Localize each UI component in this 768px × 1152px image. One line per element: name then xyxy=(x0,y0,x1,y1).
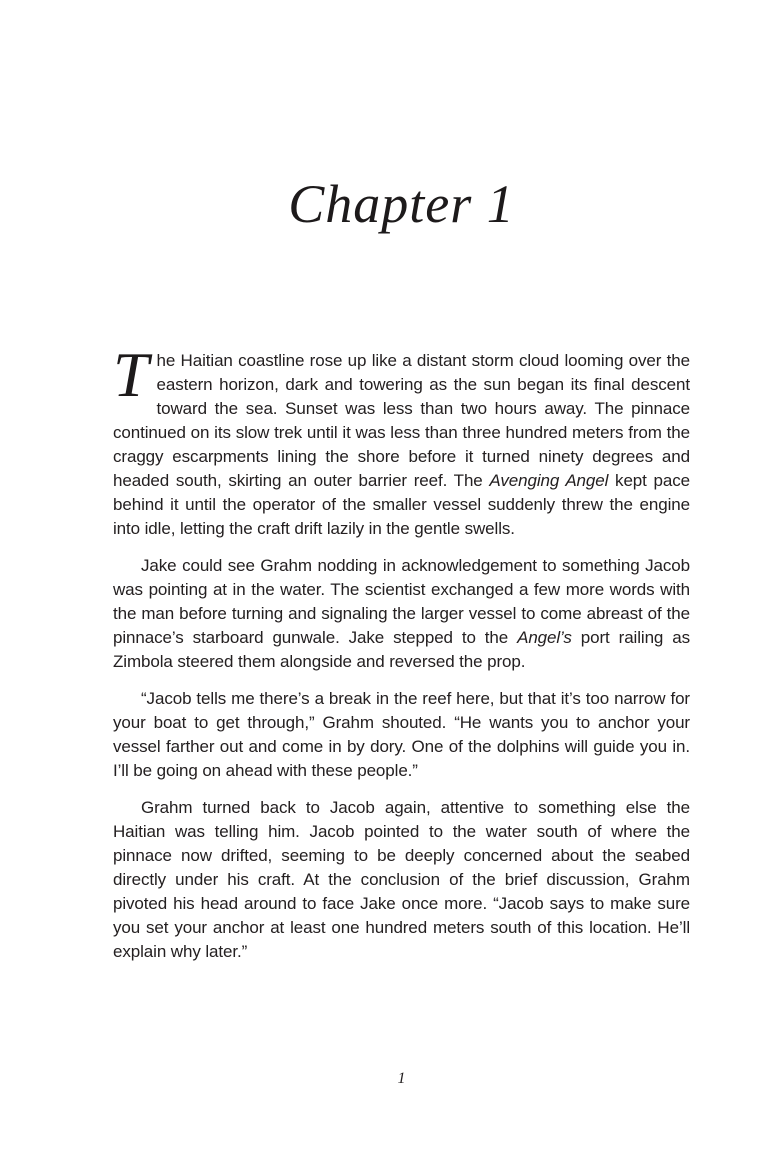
text-segment: Jake could see Grahm nodding in acknowledgement to something Jacob was pointing at in the water. The scientist exchanged a few more words with the man before turning and signaling the larger vessel to come abreast of the pinnace’s starboard gunwale. Jake stepped to the xyxy=(113,556,690,647)
body-text xyxy=(113,339,690,977)
text-segment: kept pace behind it until the operator of the smaller vessel suddenly threw the engine into idle, letting the craft drift lazily in the gentle swells. xyxy=(113,471,690,538)
paragraph xyxy=(113,796,690,964)
italic-text: Angel’s xyxy=(517,628,572,647)
paragraph xyxy=(113,339,690,541)
text-segment: Grahm turned back to Jacob again, attentive to something else the Haitian was telling him. Jacob pointed to the water south of where the pinnace now drifted, seeming to be deeply concerned about the seabed directly under his craft. At the conclusion of the brief discussion, Grahm pivoted his head around to face Jake once more. “Jacob says to make sure you set your anchor at least one hundred meters south of this location. He’ll explain why later.” xyxy=(113,798,690,961)
drop-cap: T xyxy=(113,339,149,410)
italic-text: Avenging Angel xyxy=(489,471,609,490)
page-number: 1 xyxy=(397,1070,406,1087)
text-segment: “Jacob tells me there’s a break in the reef here, but that it’s too narrow for your boat to get through,” Grahm shouted. “He wants you to anchor your vessel farther out and come in by dory. One of the dolphins will guide you in. I’ll be going on ahead with these people.” xyxy=(113,689,690,780)
text-segment: port railing as Zimbola steered them alongside and reversed the prop. xyxy=(113,628,690,671)
paragraph xyxy=(113,554,690,674)
chapter-title: Chapter 1 xyxy=(288,174,515,234)
paragraph xyxy=(113,687,690,783)
text-segment: he Haitian coastline rose up like a distant storm cloud looming over the eastern horizon, dark and towering as the sun began its final descent toward the sea. Sunset was less than two hours away. The pinnace continued on its slow trek until it was less than three hundred meters from the craggy escarpments lining the shore before it turned ninety degrees and headed south, skirting an outer barrier reef. The xyxy=(113,351,690,490)
